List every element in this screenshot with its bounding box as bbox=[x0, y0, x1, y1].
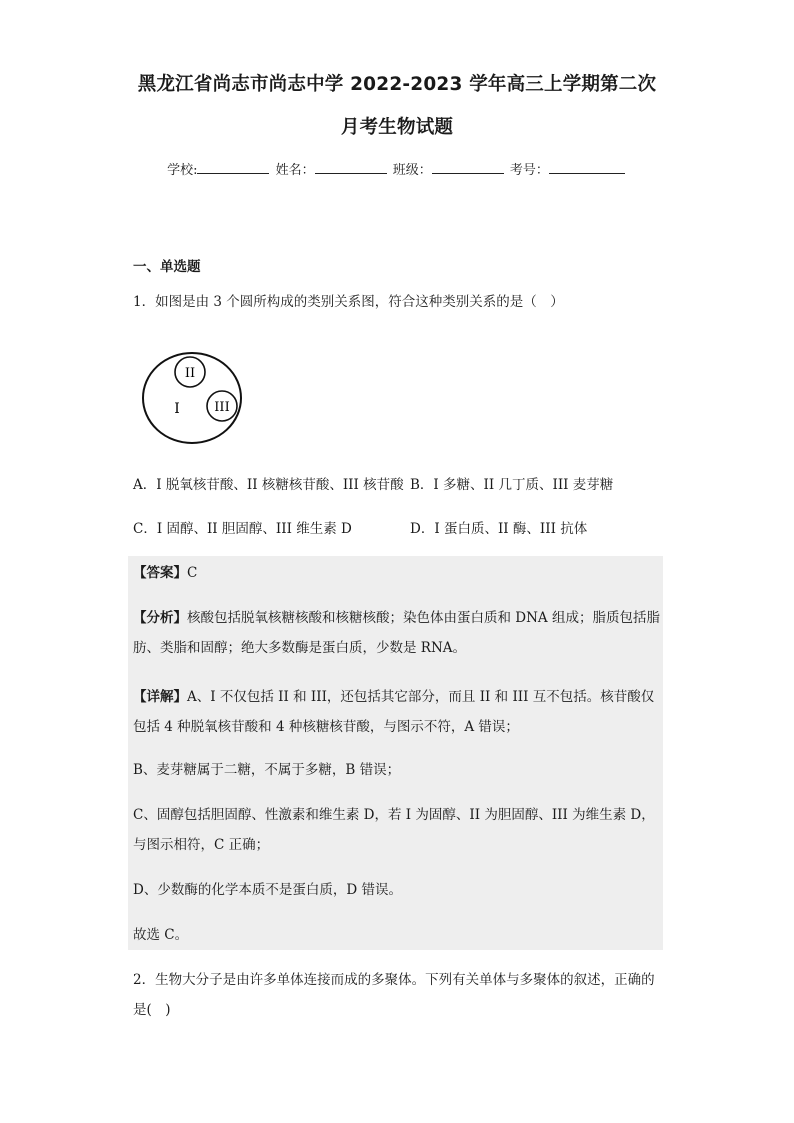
name-label: 姓名： bbox=[275, 163, 315, 178]
detail-paragraph-c: C、固醇包括胆固醇、性激素和维生素 D，若 I 为固醇、II 为胆固醇、III 为维生素 D，与图示相符，C 正确； bbox=[133, 807, 655, 853]
label-ii: II bbox=[184, 366, 196, 381]
detail-paragraph-b: B、麦芽糖属于二糖，不属于多糖，B 错误； bbox=[133, 762, 401, 778]
school-field[interactable] bbox=[197, 160, 269, 174]
question-2-stem: 2．生物大分子是由许多单体连接而成的多聚体。下列有关单体与多聚体的叙述，正确的是( ) bbox=[133, 972, 655, 1018]
exam-title-line-1: 黑龙江省尚志市尚志中学 2022-2023 学年高三上学期第二次 bbox=[137, 74, 657, 95]
detail-paragraph-a bbox=[133, 682, 663, 742]
school-label: 学校: bbox=[167, 163, 198, 178]
question-1-stem: 1．如图是由 3 个圆所构成的类别关系图，符合这种类别关系的是（ ） bbox=[133, 294, 564, 310]
venn-diagram bbox=[140, 350, 246, 446]
name-field[interactable] bbox=[315, 160, 387, 174]
analysis-paragraph bbox=[133, 603, 663, 663]
option-a[interactable]: A．I 脱氧核苷酸、II 核糖核苷酸、III 核苷酸 bbox=[133, 477, 404, 493]
option-d[interactable]: D．I 蛋白质、II 酶、III 抗体 bbox=[410, 521, 588, 537]
class-field[interactable] bbox=[432, 160, 504, 174]
analysis-text: 核酸包括脱氧核糖核酸和核糖核酸；染色体由蛋白质和 DNA 组成；脂质包括脂肪、类脂和固醇；绝大多数酶是蛋白质，少数是 RNA。 bbox=[133, 610, 660, 656]
label-iii: III bbox=[214, 400, 230, 415]
option-c[interactable]: C．I 固醇、II 胆固醇、III 维生素 D bbox=[133, 521, 352, 537]
option-b[interactable]: B．I 多糖、II 几丁质、III 麦芽糖 bbox=[410, 477, 614, 493]
answer-line bbox=[133, 558, 663, 588]
section-title: 一、单选题 bbox=[133, 259, 201, 275]
detail-a-text: A、I 不仅包括 II 和 III，还包括其它部分，而且 II 和 III 互不包括。核苷酸仅包括 4 种脱氧核苷酸和 4 种核糖核苷酸，与图示不符，A 错误； bbox=[133, 689, 655, 735]
class-label: 班级： bbox=[392, 163, 432, 178]
answer-label: 【答案】 bbox=[133, 565, 187, 581]
conclusion-line: 故选 C。 bbox=[133, 927, 189, 943]
exam-title-line-2: 月考生物试题 bbox=[340, 117, 454, 138]
analysis-label: 【分析】 bbox=[133, 610, 187, 626]
student-info-row bbox=[0, 159, 794, 178]
exam-number-label: 考号： bbox=[509, 163, 549, 178]
answer-value: C bbox=[187, 565, 198, 581]
label-i: I bbox=[174, 401, 180, 417]
exam-number-field[interactable] bbox=[549, 160, 625, 174]
detail-paragraph-d: D、少数酶的化学本质不是蛋白质，D 错误。 bbox=[133, 882, 402, 898]
detail-label: 【详解】 bbox=[133, 689, 187, 705]
